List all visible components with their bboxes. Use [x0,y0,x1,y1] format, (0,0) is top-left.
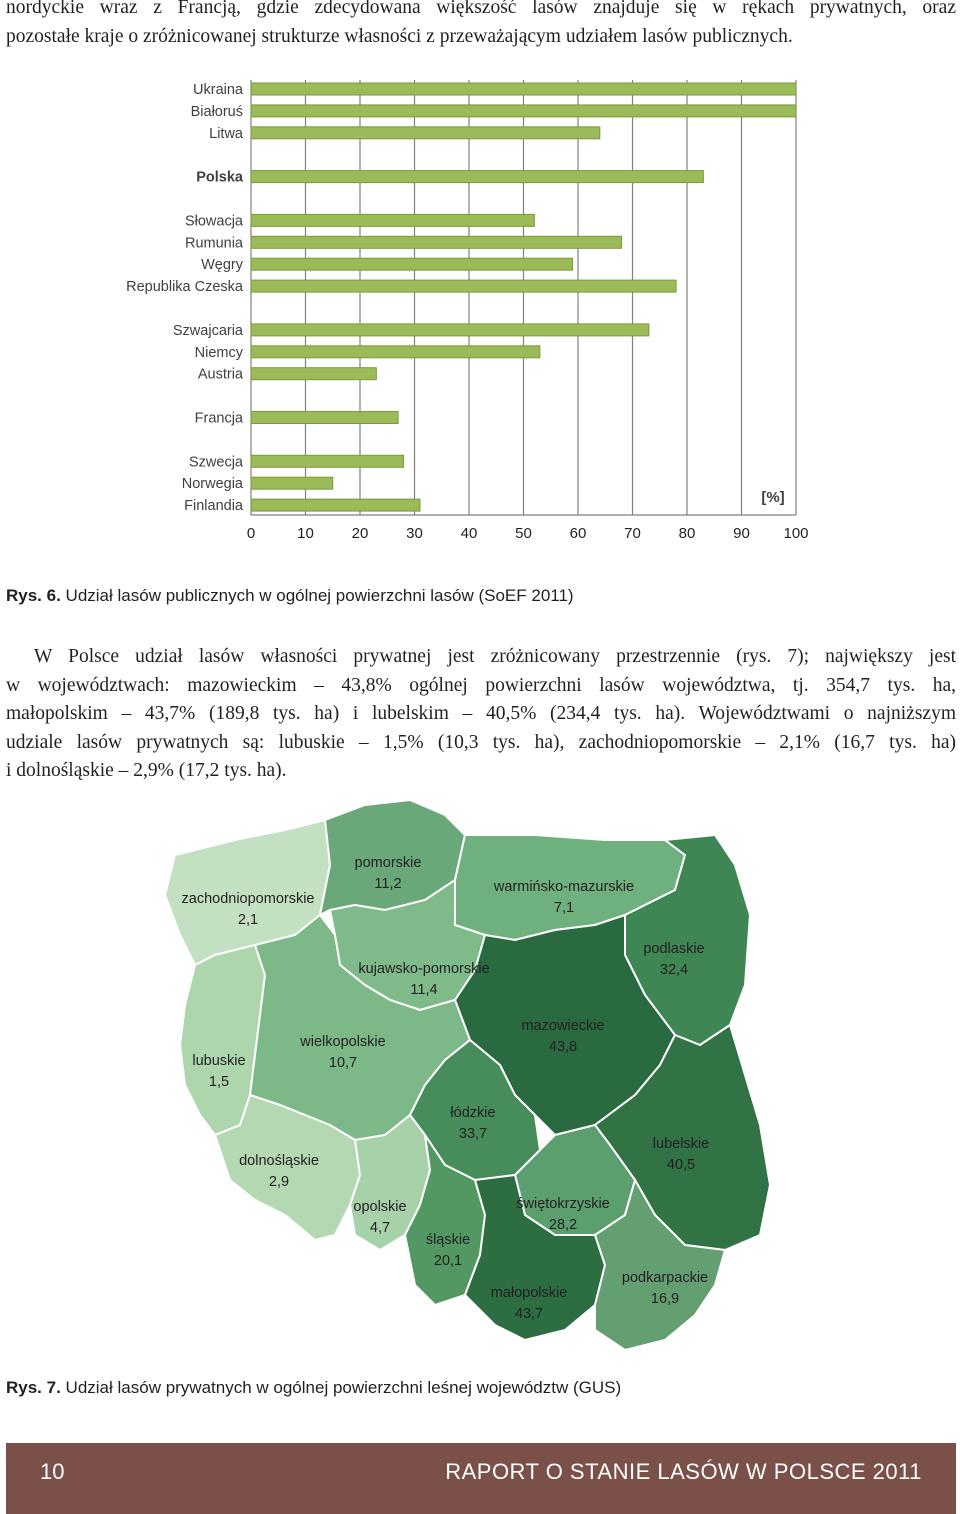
category-label: Republika Czeska [126,279,243,296]
category-label: Niemcy [194,344,243,361]
bar [251,412,398,424]
figure-7-text: Udział lasów prywatnych w ogólnej powierzchni leśnej województw (GUS) [65,1378,622,1397]
region-value-label: 20,1 [433,1253,463,1269]
region-value-label: 2,9 [268,1174,290,1190]
figure-7-number: Rys. 7. [6,1378,61,1397]
region-value-label: 43,8 [548,1039,578,1055]
unit-label: [%] [761,489,785,506]
bar [251,280,676,292]
intro-line: nordyckie wraz z Francją, gdzie zdecydowana większość lasów znajduje się w rękach prywatnych, oraz [6,0,956,18]
region-value-label: 16,9 [650,1291,680,1307]
region-name-label: wielkopolskie [300,1034,386,1050]
bar [251,455,404,467]
region-value-label: 4,7 [369,1220,391,1236]
intro-line: pozostałe kraje o zróżnicowanej strukturze własności z przeważającym udziałem lasów publicznych. [6,25,793,47]
bar [251,499,420,511]
x-tick-label: 90 [733,525,750,542]
figure-6-caption [6,586,574,606]
x-tick-label: 100 [783,525,809,542]
region-name-label: zachodniopomorskie [181,891,315,907]
region-value-label: 11,2 [374,876,402,892]
body-line: w województwach: mazowieckim – 43,8% ogólnej powierzchni lasów województwa, tj. 354,7 tys. ha, [6,674,956,696]
region-value-label: 1,5 [208,1074,230,1090]
figure-7-caption [6,1378,621,1398]
region-value-label: 28,2 [548,1217,578,1233]
x-tick-label: 50 [515,525,532,542]
category-label: Szwajcaria [172,322,243,339]
region-name-label: kujawsko-pomorskie [358,961,490,977]
region-name-label: opolskie [353,1199,407,1215]
figure-6-text: Udział lasów publicznych w ogólnej powierzchni lasów (SoEF 2011) [65,586,574,605]
region-value-label: 11,4 [410,982,438,998]
body-line: W Polsce udział lasów własności prywatnej jest zróżnicowany przestrzennie (rys. 7); największy jest [34,646,956,667]
region-value-label: 43,7 [514,1306,544,1322]
x-tick-label: 0 [246,525,256,542]
region-name-label: pomorskie [354,855,422,871]
region-name-label: łódzkie [450,1105,496,1121]
page-number: 10 [40,1459,65,1484]
region-name-label: śląskie [425,1232,471,1248]
bar [251,127,600,139]
region-name-label: świętokrzyskie [516,1196,610,1212]
figure-6-number: Rys. 6. [6,586,61,605]
x-tick-label: 70 [624,525,641,542]
region-value-label: 40,5 [666,1157,696,1173]
x-tick-label: 30 [406,525,423,542]
region-name-label: lubelskie [652,1136,710,1152]
report-title: RAPORT O STANIE LASÓW W POLSCE 2011 [445,1459,922,1484]
bar [251,324,649,336]
region-value-label: 2,1 [237,912,259,928]
bar [251,214,534,226]
body-paragraph [6,643,956,786]
category-label: Słowacja [184,213,243,230]
public-forest-share-bar-chart [120,75,830,550]
category-label: Litwa [209,125,243,142]
x-tick-label: 80 [678,525,696,542]
intro-paragraph [6,0,956,51]
region-value-label: 33,7 [458,1126,488,1142]
body-line: udziale lasów prywatnych są: lubuskie – 1,5% (10,3 tys. ha), zachodniopomorskie – 2,1% (16,7 tys. ha) [6,731,956,753]
bar [251,368,376,380]
region-name-label: mazowieckie [521,1018,605,1034]
x-tick-label: 60 [569,525,587,542]
region-name-label: podlaskie [643,941,705,957]
bar [251,171,703,183]
bar [251,346,540,358]
private-forest-share-map [155,795,780,1365]
bar [251,236,622,248]
body-line: małopolskim – 43,7% (189,8 tys. ha) i lubelskim – 40,5% (234,4 tys. ha). Województwami o najniższym [6,703,956,724]
x-tick-label: 40 [460,525,478,542]
category-label: Austria [197,366,243,383]
region-value-label: 32,4 [659,962,689,978]
category-label: Finlandia [184,498,243,515]
bar [251,83,796,95]
category-label: Węgry [201,257,243,274]
region-name-label: dolnośląskie [239,1153,319,1169]
category-label: Białoruś [190,103,243,120]
body-line: i dolnośląskie – 2,9% (17,2 tys. ha). [6,760,287,781]
category-label: Rumunia [184,235,243,252]
category-label: Francja [194,410,243,427]
category-label: Szwecja [189,454,243,471]
x-tick-label: 10 [297,525,314,542]
bar [251,477,333,489]
x-tick-label: 20 [351,525,369,542]
page-footer [6,1443,956,1514]
region-name-label: podkarpackie [621,1270,709,1286]
region-name-label: lubuskie [192,1053,246,1069]
region-name-label: małopolskie [490,1285,568,1301]
bar [251,105,796,117]
category-label: Ukraina [193,82,243,98]
category-label: Norwegia [181,476,243,493]
category-label: Polska [196,169,243,186]
bar [251,258,573,270]
region-value-label: 10,7 [328,1055,358,1071]
region-value-label: 7,1 [553,900,575,916]
region-name-label: warmińsko-mazurskie [493,879,635,895]
